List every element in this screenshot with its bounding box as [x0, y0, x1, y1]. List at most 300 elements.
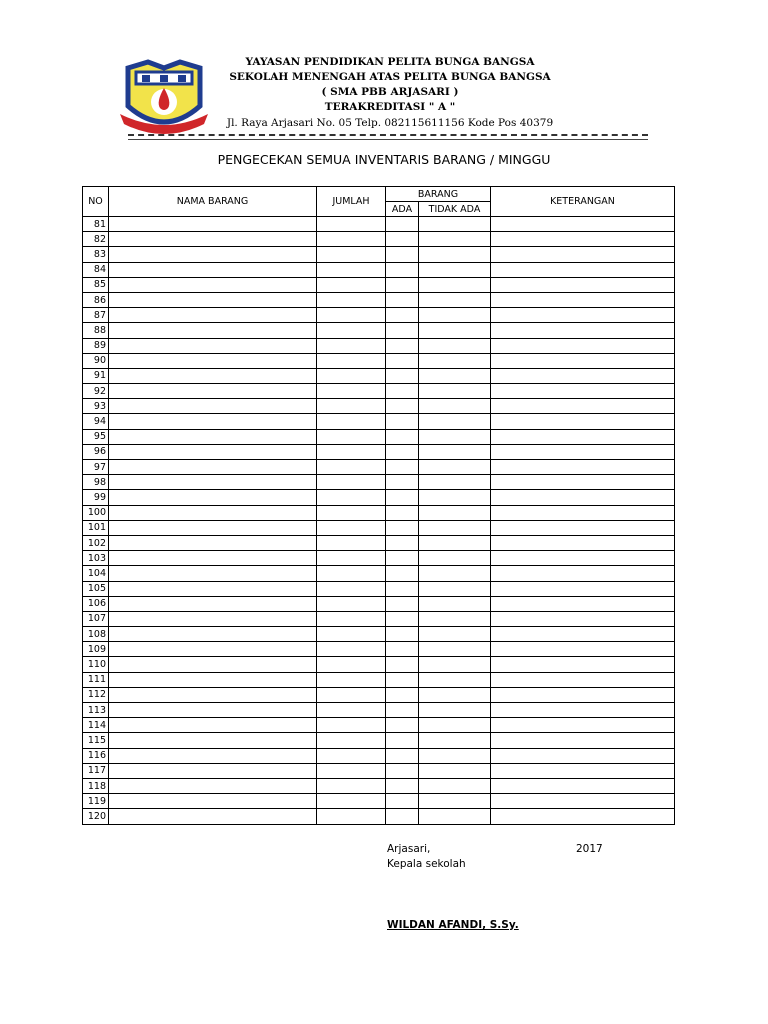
cell-nama-barang[interactable] [109, 490, 317, 505]
cell-ada[interactable] [386, 596, 419, 611]
cell-keterangan[interactable] [491, 611, 675, 626]
cell-keterangan[interactable] [491, 520, 675, 535]
cell-keterangan[interactable] [491, 581, 675, 596]
cell-nama-barang[interactable] [109, 551, 317, 566]
cell-nama-barang[interactable] [109, 338, 317, 353]
cell-tidak-ada[interactable] [419, 611, 491, 626]
table-row [83, 399, 675, 414]
table-row [83, 247, 675, 262]
cell-nama-barang[interactable] [109, 247, 317, 262]
row-number: 115 [83, 733, 109, 748]
row-number: 105 [83, 581, 109, 596]
cell-nama-barang[interactable] [109, 353, 317, 368]
cell-keterangan[interactable] [491, 627, 675, 642]
cell-tidak-ada[interactable] [419, 277, 491, 292]
accreditation: TERAKREDITASI " A " [324, 101, 456, 113]
cell-nama-barang[interactable] [109, 778, 317, 793]
cell-nama-barang[interactable] [109, 763, 317, 778]
cell-tidak-ada[interactable] [419, 657, 491, 672]
table-row [83, 809, 675, 824]
cell-jumlah[interactable] [317, 368, 386, 383]
cell-jumlah[interactable] [317, 596, 386, 611]
cell-keterangan[interactable] [491, 368, 675, 383]
divider [128, 139, 648, 140]
cell-tidak-ada[interactable] [419, 247, 491, 262]
table-row [83, 262, 675, 277]
footer-place: Arjasari, [387, 843, 431, 855]
cell-jumlah[interactable] [317, 718, 386, 733]
cell-tidak-ada[interactable] [419, 308, 491, 323]
cell-nama-barang[interactable] [109, 429, 317, 444]
row-number: 97 [83, 460, 109, 475]
cell-keterangan[interactable] [491, 247, 675, 262]
cell-jumlah[interactable] [317, 414, 386, 429]
row-number: 94 [83, 414, 109, 429]
cell-ada[interactable] [386, 384, 419, 399]
col-ada: ADA [386, 202, 419, 217]
row-number: 82 [83, 232, 109, 247]
row-number: 90 [83, 353, 109, 368]
cell-tidak-ada[interactable] [419, 733, 491, 748]
table-row [83, 505, 675, 520]
cell-ada[interactable] [386, 535, 419, 550]
cell-keterangan[interactable] [491, 262, 675, 277]
cell-jumlah[interactable] [317, 748, 386, 763]
table-row [83, 794, 675, 809]
cell-tidak-ada[interactable] [419, 551, 491, 566]
cell-keterangan[interactable] [491, 703, 675, 718]
cell-ada[interactable] [386, 581, 419, 596]
cell-keterangan[interactable] [491, 338, 675, 353]
cell-tidak-ada[interactable] [419, 794, 491, 809]
table-row [83, 611, 675, 626]
table-row [83, 232, 675, 247]
cell-nama-barang[interactable] [109, 520, 317, 535]
cell-ada[interactable] [386, 338, 419, 353]
cell-jumlah[interactable] [317, 399, 386, 414]
col-keterangan: KETERANGAN [491, 187, 675, 217]
row-number: 117 [83, 763, 109, 778]
table-row [83, 323, 675, 338]
row-number: 81 [83, 217, 109, 232]
cell-keterangan[interactable] [491, 353, 675, 368]
cell-ada[interactable] [386, 444, 419, 459]
col-jumlah: JUMLAH [317, 187, 386, 217]
cell-keterangan[interactable] [491, 687, 675, 702]
cell-ada[interactable] [386, 703, 419, 718]
cell-nama-barang[interactable] [109, 535, 317, 550]
cell-keterangan[interactable] [491, 657, 675, 672]
table-row [83, 460, 675, 475]
cell-jumlah[interactable] [317, 217, 386, 232]
cell-keterangan[interactable] [491, 460, 675, 475]
cell-jumlah[interactable] [317, 733, 386, 748]
cell-keterangan[interactable] [491, 384, 675, 399]
cell-tidak-ada[interactable] [419, 414, 491, 429]
cell-nama-barang[interactable] [109, 217, 317, 232]
table-row [83, 718, 675, 733]
cell-jumlah[interactable] [317, 520, 386, 535]
row-number: 98 [83, 475, 109, 490]
table-row [83, 657, 675, 672]
cell-jumlah[interactable] [317, 657, 386, 672]
table-row [83, 277, 675, 292]
cell-keterangan[interactable] [491, 444, 675, 459]
cell-tidak-ada[interactable] [419, 323, 491, 338]
cell-tidak-ada[interactable] [419, 778, 491, 793]
table-row [83, 672, 675, 687]
row-number: 88 [83, 323, 109, 338]
table-row [83, 596, 675, 611]
cell-tidak-ada[interactable] [419, 687, 491, 702]
table-row [83, 535, 675, 550]
cell-ada[interactable] [386, 718, 419, 733]
cell-nama-barang[interactable] [109, 399, 317, 414]
row-number: 96 [83, 444, 109, 459]
cell-ada[interactable] [386, 232, 419, 247]
row-number: 113 [83, 703, 109, 718]
row-number: 93 [83, 399, 109, 414]
table-row [83, 444, 675, 459]
cell-jumlah[interactable] [317, 794, 386, 809]
cell-tidak-ada[interactable] [419, 399, 491, 414]
cell-tidak-ada[interactable] [419, 444, 491, 459]
school-address: Jl. Raya Arjasari No. 05 Telp. 082115611156 Kode Pos 40379 [226, 117, 554, 129]
school-short-name: ( SMA PBB ARJASARI ) [321, 86, 459, 98]
cell-tidak-ada[interactable] [419, 581, 491, 596]
cell-ada[interactable] [386, 672, 419, 687]
cell-keterangan[interactable] [491, 535, 675, 550]
row-number: 89 [83, 338, 109, 353]
table-row [83, 414, 675, 429]
cell-keterangan[interactable] [491, 672, 675, 687]
row-number: 108 [83, 627, 109, 642]
row-number: 91 [83, 368, 109, 383]
table-row [83, 292, 675, 307]
cell-ada[interactable] [386, 611, 419, 626]
table-row [83, 703, 675, 718]
cell-jumlah[interactable] [317, 535, 386, 550]
cell-ada[interactable] [386, 429, 419, 444]
cell-keterangan[interactable] [491, 566, 675, 581]
col-tidak-ada: TIDAK ADA [419, 202, 491, 217]
cell-nama-barang[interactable] [109, 809, 317, 824]
cell-nama-barang[interactable] [109, 596, 317, 611]
cell-jumlah[interactable] [317, 292, 386, 307]
cell-tidak-ada[interactable] [419, 490, 491, 505]
table-row [83, 429, 675, 444]
cell-jumlah[interactable] [317, 384, 386, 399]
cell-keterangan[interactable] [491, 292, 675, 307]
cell-tidak-ada[interactable] [419, 232, 491, 247]
cell-jumlah[interactable] [317, 247, 386, 262]
cell-jumlah[interactable] [317, 444, 386, 459]
cell-tidak-ada[interactable] [419, 596, 491, 611]
table-row [83, 733, 675, 748]
cell-nama-barang[interactable] [109, 566, 317, 581]
footer-role: Kepala sekolah [387, 858, 466, 870]
cell-ada[interactable] [386, 566, 419, 581]
cell-keterangan[interactable] [491, 809, 675, 824]
cell-jumlah[interactable] [317, 642, 386, 657]
cell-jumlah[interactable] [317, 232, 386, 247]
cell-nama-barang[interactable] [109, 414, 317, 429]
inventory-table [82, 186, 675, 825]
cell-keterangan[interactable] [491, 277, 675, 292]
table-row [83, 368, 675, 383]
row-number: 95 [83, 429, 109, 444]
cell-ada[interactable] [386, 353, 419, 368]
row-number: 83 [83, 247, 109, 262]
table-row [83, 475, 675, 490]
cell-tidak-ada[interactable] [419, 262, 491, 277]
cell-nama-barang[interactable] [109, 292, 317, 307]
cell-jumlah[interactable] [317, 778, 386, 793]
document-title: PENGECEKAN SEMUA INVENTARIS BARANG / MINGGU [217, 152, 551, 167]
cell-nama-barang[interactable] [109, 505, 317, 520]
cell-tidak-ada[interactable] [419, 703, 491, 718]
cell-nama-barang[interactable] [109, 475, 317, 490]
cell-tidak-ada[interactable] [419, 672, 491, 687]
cell-ada[interactable] [386, 809, 419, 824]
cell-tidak-ada[interactable] [419, 748, 491, 763]
cell-keterangan[interactable] [491, 323, 675, 338]
cell-jumlah[interactable] [317, 581, 386, 596]
cell-jumlah[interactable] [317, 611, 386, 626]
cell-jumlah[interactable] [317, 505, 386, 520]
cell-tidak-ada[interactable] [419, 566, 491, 581]
cell-ada[interactable] [386, 217, 419, 232]
cell-tidak-ada[interactable] [419, 460, 491, 475]
cell-tidak-ada[interactable] [419, 475, 491, 490]
cell-tidak-ada[interactable] [419, 384, 491, 399]
cell-jumlah[interactable] [317, 703, 386, 718]
cell-tidak-ada[interactable] [419, 338, 491, 353]
cell-nama-barang[interactable] [109, 718, 317, 733]
cell-ada[interactable] [386, 505, 419, 520]
table-row [83, 642, 675, 657]
row-number: 111 [83, 672, 109, 687]
cell-nama-barang[interactable] [109, 581, 317, 596]
school-name: SEKOLAH MENENGAH ATAS PELITA BUNGA BANGSA [229, 71, 551, 83]
row-number: 119 [83, 794, 109, 809]
table-row [83, 308, 675, 323]
cell-keterangan[interactable] [491, 794, 675, 809]
table-row [83, 490, 675, 505]
cell-ada[interactable] [386, 368, 419, 383]
cell-ada[interactable] [386, 778, 419, 793]
cell-ada[interactable] [386, 687, 419, 702]
table-row [83, 338, 675, 353]
cell-keterangan[interactable] [491, 551, 675, 566]
cell-keterangan[interactable] [491, 399, 675, 414]
cell-keterangan[interactable] [491, 505, 675, 520]
cell-keterangan[interactable] [491, 308, 675, 323]
cell-ada[interactable] [386, 308, 419, 323]
row-number: 100 [83, 505, 109, 520]
divider [128, 134, 648, 136]
cell-jumlah[interactable] [317, 429, 386, 444]
cell-tidak-ada[interactable] [419, 718, 491, 733]
row-number: 87 [83, 308, 109, 323]
col-no: NO [83, 187, 109, 217]
cell-jumlah[interactable] [317, 490, 386, 505]
cell-keterangan[interactable] [491, 778, 675, 793]
table-row [83, 687, 675, 702]
cell-tidak-ada[interactable] [419, 353, 491, 368]
cell-jumlah[interactable] [317, 687, 386, 702]
cell-nama-barang[interactable] [109, 672, 317, 687]
cell-nama-barang[interactable] [109, 733, 317, 748]
cell-nama-barang[interactable] [109, 323, 317, 338]
cell-ada[interactable] [386, 475, 419, 490]
cell-ada[interactable] [386, 414, 419, 429]
row-number: 106 [83, 596, 109, 611]
cell-keterangan[interactable] [491, 642, 675, 657]
cell-nama-barang[interactable] [109, 368, 317, 383]
row-number: 120 [83, 809, 109, 824]
cell-nama-barang[interactable] [109, 748, 317, 763]
cell-ada[interactable] [386, 642, 419, 657]
table-row [83, 778, 675, 793]
row-number: 101 [83, 520, 109, 535]
table-row [83, 384, 675, 399]
cell-tidak-ada[interactable] [419, 292, 491, 307]
cell-keterangan[interactable] [491, 490, 675, 505]
row-number: 84 [83, 262, 109, 277]
cell-tidak-ada[interactable] [419, 520, 491, 535]
row-number: 118 [83, 778, 109, 793]
cell-tidak-ada[interactable] [419, 368, 491, 383]
table-row [83, 748, 675, 763]
cell-keterangan[interactable] [491, 429, 675, 444]
footer-year: 2017 [576, 843, 603, 855]
row-number: 99 [83, 490, 109, 505]
cell-jumlah[interactable] [317, 308, 386, 323]
row-number: 116 [83, 748, 109, 763]
cell-tidak-ada[interactable] [419, 505, 491, 520]
row-number: 107 [83, 611, 109, 626]
row-number: 102 [83, 535, 109, 550]
table-row [83, 520, 675, 535]
row-number: 86 [83, 292, 109, 307]
cell-keterangan[interactable] [491, 217, 675, 232]
cell-jumlah[interactable] [317, 627, 386, 642]
cell-ada[interactable] [386, 399, 419, 414]
cell-nama-barang[interactable] [109, 642, 317, 657]
cell-tidak-ada[interactable] [419, 763, 491, 778]
row-number: 112 [83, 687, 109, 702]
cell-nama-barang[interactable] [109, 460, 317, 475]
row-number: 85 [83, 277, 109, 292]
cell-ada[interactable] [386, 763, 419, 778]
cell-ada[interactable] [386, 247, 419, 262]
cell-jumlah[interactable] [317, 262, 386, 277]
cell-ada[interactable] [386, 748, 419, 763]
cell-ada[interactable] [386, 490, 419, 505]
cell-jumlah[interactable] [317, 809, 386, 824]
cell-keterangan[interactable] [491, 718, 675, 733]
cell-ada[interactable] [386, 627, 419, 642]
cell-ada[interactable] [386, 520, 419, 535]
cell-keterangan[interactable] [491, 475, 675, 490]
cell-keterangan[interactable] [491, 763, 675, 778]
table-row [83, 581, 675, 596]
cell-keterangan[interactable] [491, 596, 675, 611]
cell-nama-barang[interactable] [109, 232, 317, 247]
row-number: 103 [83, 551, 109, 566]
cell-nama-barang[interactable] [109, 687, 317, 702]
cell-jumlah[interactable] [317, 338, 386, 353]
foundation-name: YAYASAN PENDIDIKAN PELITA BUNGA BANGSA [245, 56, 535, 68]
row-number: 92 [83, 384, 109, 399]
cell-ada[interactable] [386, 323, 419, 338]
cell-jumlah[interactable] [317, 353, 386, 368]
table-row [83, 566, 675, 581]
cell-ada[interactable] [386, 292, 419, 307]
cell-jumlah[interactable] [317, 672, 386, 687]
cell-jumlah[interactable] [317, 475, 386, 490]
row-number: 110 [83, 657, 109, 672]
row-number: 114 [83, 718, 109, 733]
cell-nama-barang[interactable] [109, 657, 317, 672]
table-row [83, 763, 675, 778]
table-body [83, 217, 675, 825]
cell-ada[interactable] [386, 733, 419, 748]
cell-keterangan[interactable] [491, 232, 675, 247]
cell-keterangan[interactable] [491, 414, 675, 429]
cell-nama-barang[interactable] [109, 444, 317, 459]
cell-nama-barang[interactable] [109, 308, 317, 323]
cell-nama-barang[interactable] [109, 627, 317, 642]
cell-tidak-ada[interactable] [419, 535, 491, 550]
cell-nama-barang[interactable] [109, 277, 317, 292]
cell-nama-barang[interactable] [109, 262, 317, 277]
cell-keterangan[interactable] [491, 733, 675, 748]
cell-keterangan[interactable] [491, 748, 675, 763]
cell-tidak-ada[interactable] [419, 217, 491, 232]
table-row [83, 627, 675, 642]
cell-nama-barang[interactable] [109, 384, 317, 399]
table-row [83, 353, 675, 368]
cell-tidak-ada[interactable] [419, 809, 491, 824]
cell-tidak-ada[interactable] [419, 642, 491, 657]
cell-nama-barang[interactable] [109, 703, 317, 718]
cell-ada[interactable] [386, 794, 419, 809]
cell-jumlah[interactable] [317, 277, 386, 292]
cell-jumlah[interactable] [317, 763, 386, 778]
cell-ada[interactable] [386, 551, 419, 566]
cell-tidak-ada[interactable] [419, 429, 491, 444]
cell-ada[interactable] [386, 657, 419, 672]
cell-ada[interactable] [386, 262, 419, 277]
cell-ada[interactable] [386, 277, 419, 292]
cell-jumlah[interactable] [317, 323, 386, 338]
table-row [83, 217, 675, 232]
table-row [83, 551, 675, 566]
cell-tidak-ada[interactable] [419, 627, 491, 642]
cell-nama-barang[interactable] [109, 611, 317, 626]
cell-jumlah[interactable] [317, 460, 386, 475]
cell-jumlah[interactable] [317, 566, 386, 581]
col-nama-barang: NAMA BARANG [109, 187, 317, 217]
row-number: 109 [83, 642, 109, 657]
cell-nama-barang[interactable] [109, 794, 317, 809]
cell-ada[interactable] [386, 460, 419, 475]
cell-jumlah[interactable] [317, 551, 386, 566]
row-number: 104 [83, 566, 109, 581]
principal-name: WILDAN AFANDI, S.Sy. [387, 919, 519, 931]
